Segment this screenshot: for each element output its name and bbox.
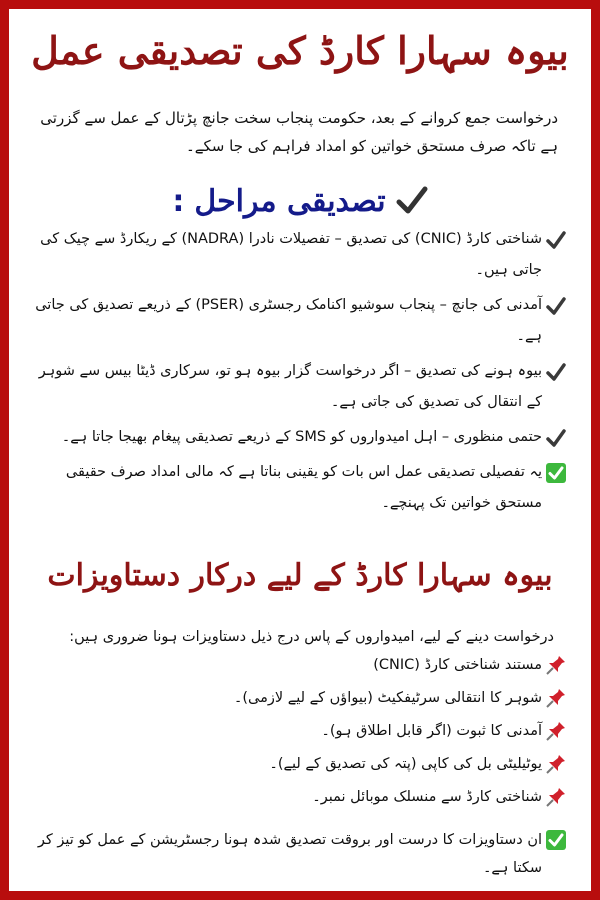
step-text: حتمی منظوری – اہل امیدواروں کو SMS کے ذریعے تصدیقی پیغام بھیجا جاتا ہے۔ <box>61 429 542 445</box>
verification-steps <box>30 224 566 523</box>
list-item <box>30 782 566 812</box>
document-text: شناختی کارڈ سے منسلک موبائل نمبر۔ <box>312 789 542 805</box>
page-title: بیوہ سہارا کارڈ کی تصدیقی عمل <box>31 28 569 73</box>
list-item <box>30 716 566 746</box>
documents-list <box>30 650 566 815</box>
step-text: آمدنی کی جانچ – پنجاب سوشیو اکنامک رجسٹری (PSER) کے ذریعے تصدیق کی جاتی ہے۔ <box>35 297 542 344</box>
step-text: شناختی کارڈ (CNIC) کی تصدیق – تفصیلات نادرا (NADRA) کے ریکارڈ سے چیک کی جاتی ہیں۔ <box>40 231 542 278</box>
list-item <box>30 422 566 453</box>
check-icon <box>546 362 566 382</box>
final-note <box>30 826 566 882</box>
pushpin-icon <box>546 655 566 675</box>
documents-intro: درخواست دینے کے لیے، امیدواروں کے پاس درج ذیل دستاویزات ہونا ضروری ہیں: <box>69 629 554 645</box>
list-item <box>30 356 566 418</box>
list-item <box>30 457 566 519</box>
pushpin-icon <box>546 754 566 774</box>
list-item <box>30 224 566 286</box>
check-icon <box>546 230 566 250</box>
pushpin-icon <box>546 688 566 708</box>
list-item <box>30 683 566 713</box>
document-text: آمدنی کا ثبوت (اگر قابل اطلاق ہو)۔ <box>321 723 542 739</box>
heading-colon: : <box>172 183 185 219</box>
document-text: یوٹیلیٹی بل کی کاپی (پتہ کی تصدیق کے لیے)۔ <box>269 756 542 772</box>
check-icon <box>396 186 428 216</box>
intro-paragraph: درخواست جمع کروانے کے بعد، حکومت پنجاب سخت جانچ پڑتال کے عمل سے گزرتی ہے تاکہ صرف مستحق خواتین کو امداد فراہم کی جا سکے۔ <box>40 109 558 155</box>
check-icon <box>546 428 566 448</box>
step-text: یہ تفصیلی تصدیقی عمل اس بات کو یقینی بناتا ہے کہ مالی امداد صرف حقیقی مستحق خواتین تک پہنچے۔ <box>65 464 542 511</box>
green-check-icon <box>546 830 566 850</box>
final-note-text: ان دستاویزات کا درست اور بروقت تصدیق شدہ ہونا رجسٹریشن کے عمل کو تیز کر سکتا ہے۔ <box>37 832 542 876</box>
documents-heading: بیوہ سہارا کارڈ کے لیے درکار دستاویزات <box>47 558 553 593</box>
check-icon <box>546 296 566 316</box>
verification-heading-text: تصدیقی مراحل <box>194 183 386 219</box>
verification-heading <box>150 178 450 224</box>
pushpin-icon <box>546 787 566 807</box>
pushpin-icon <box>546 721 566 741</box>
list-item <box>30 749 566 779</box>
list-item <box>30 290 566 352</box>
list-item <box>30 650 566 680</box>
document-text: شوہر کا انتقالی سرٹیفکیٹ (بیواؤں کے لیے لازمی)۔ <box>233 690 542 706</box>
green-check-icon <box>546 463 566 483</box>
step-text: بیوہ ہونے کی تصدیق – اگر درخواست گزار بیوہ ہو تو، سرکاری ڈیٹا بیس سے شوہر کے انتقال کی تصدیق کی جاتی ہے۔ <box>38 363 542 410</box>
document-text: مستند شناختی کارڈ (CNIC) <box>373 657 542 673</box>
